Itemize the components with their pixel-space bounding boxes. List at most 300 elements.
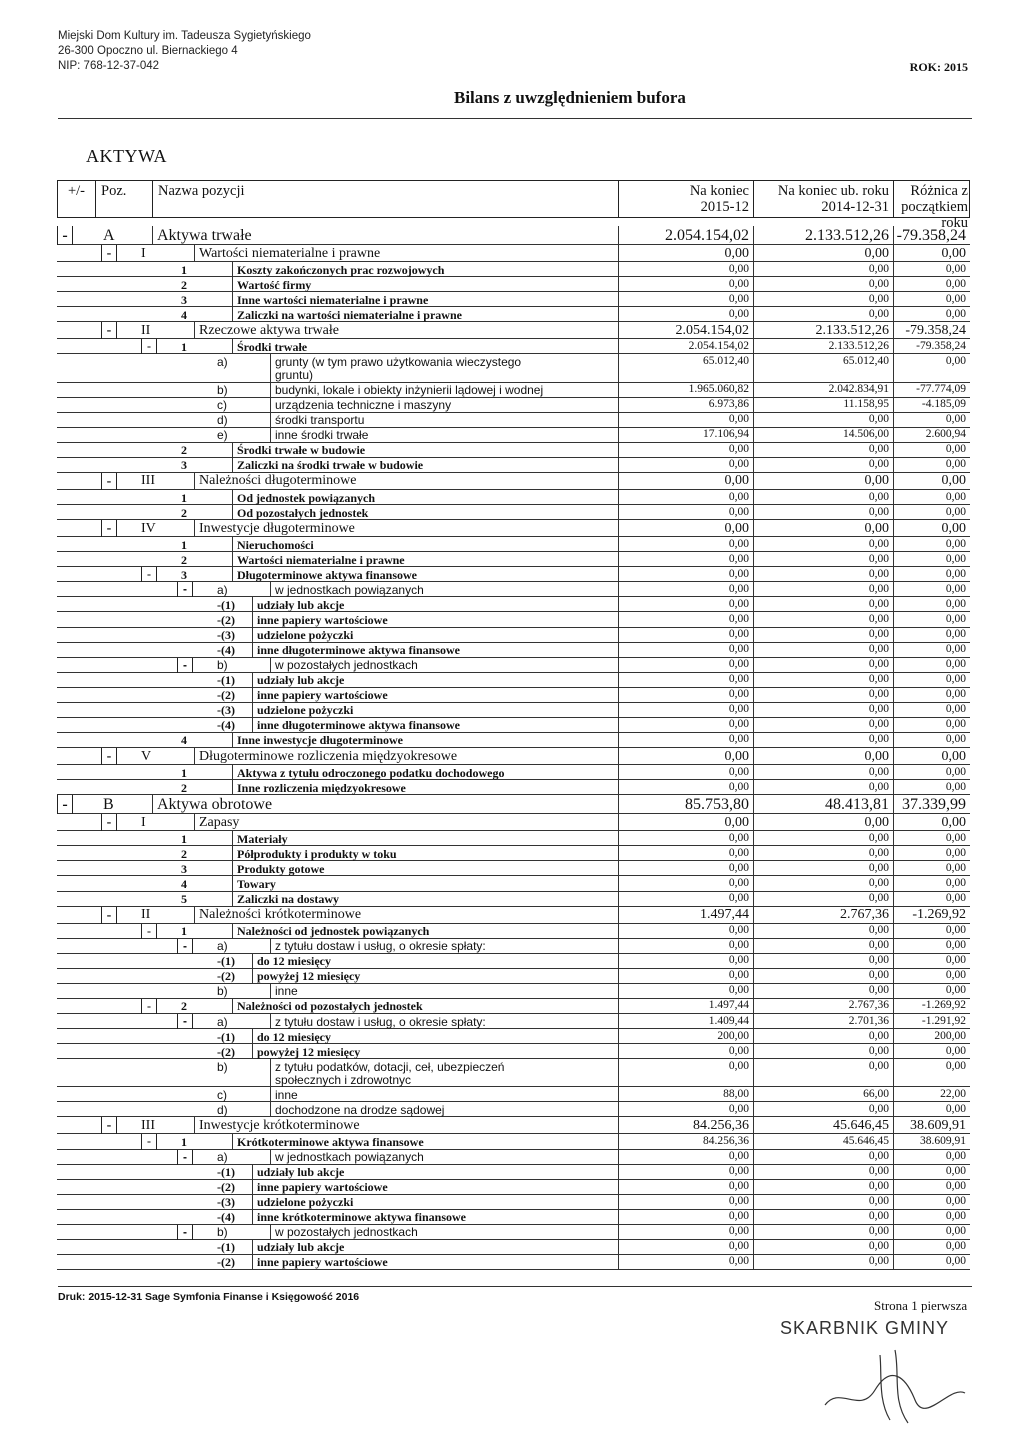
- cell-value: 0,00: [945, 733, 966, 746]
- row-name: inne: [275, 1087, 298, 1102]
- cell-divider: [194, 520, 195, 536]
- collapse-toggle[interactable]: -: [177, 1014, 193, 1029]
- cell-value: 0,00: [864, 814, 889, 830]
- row-name: Inwestycje długoterminowe: [199, 520, 355, 536]
- cell-value: 0,00: [868, 490, 889, 503]
- cell-value: 0,00: [945, 984, 966, 997]
- row-name: udzielone pożyczki: [257, 703, 354, 718]
- cell-value: 0,00: [728, 1210, 749, 1223]
- row-code: 2: [181, 846, 187, 861]
- cell-value: 0,00: [868, 537, 889, 550]
- table-row: [57, 307, 970, 322]
- cell-value: 0,00: [945, 643, 966, 656]
- row-code: b): [217, 658, 228, 673]
- page-number: Strona 1 pierwsza: [874, 1298, 968, 1313]
- cell-divider: [252, 1165, 253, 1179]
- cell-value: 0,00: [724, 520, 749, 536]
- collapse-toggle[interactable]: -: [177, 658, 193, 673]
- cell-value: 0,00: [728, 490, 749, 503]
- cell-value: 66,00: [863, 1087, 889, 1100]
- cell-value: 6.973,86: [708, 398, 749, 411]
- table-row: [57, 226, 970, 245]
- cell-value: 0,00: [728, 954, 749, 967]
- cell-value: -4.185,09: [921, 398, 966, 411]
- cell-value: 0,00: [728, 277, 749, 290]
- table-row: [57, 846, 970, 861]
- cell-value: 0,00: [868, 892, 889, 905]
- section-title: AKTYWA: [86, 146, 167, 166]
- cell-value: 0,00: [945, 597, 966, 610]
- cell-value: 0,00: [868, 1059, 889, 1072]
- row-code: III: [141, 1117, 155, 1133]
- table-row: [57, 443, 970, 458]
- cell-value: 0,00: [868, 984, 889, 997]
- cell-value: 0,00: [868, 733, 889, 746]
- collapse-toggle[interactable]: -: [57, 226, 73, 245]
- cell-value: 0,00: [945, 1150, 966, 1163]
- collapse-toggle[interactable]: -: [101, 245, 117, 262]
- cell-value: -79.358,24: [896, 226, 966, 244]
- table-row: [57, 907, 970, 924]
- cell-value: 0,00: [945, 831, 966, 844]
- cell-value: 0,00: [945, 612, 966, 625]
- table-row: [57, 567, 970, 582]
- table-row: [57, 861, 970, 876]
- cell-value: 45.646,45: [833, 1117, 889, 1133]
- row-code: -(4): [217, 1210, 235, 1225]
- cell-value: -1.269,92: [921, 999, 966, 1012]
- row-code: -(1): [217, 1240, 235, 1255]
- cell-divider: [270, 582, 271, 596]
- row-code: -(4): [217, 718, 235, 733]
- row-code: a): [217, 1014, 228, 1029]
- collapse-toggle[interactable]: -: [177, 1150, 193, 1165]
- cell-divider: [252, 1255, 253, 1269]
- table-row: [57, 628, 970, 643]
- col-diff-sub: początkiem roku: [901, 199, 968, 231]
- row-name: powyżej 12 miesięcy: [257, 969, 361, 984]
- cell-value: 0,00: [728, 1044, 749, 1057]
- cell-value: 0,00: [724, 748, 749, 764]
- row-code: II: [141, 322, 151, 338]
- cell-value: 1.965.060,82: [688, 383, 749, 396]
- cell-value: 0,00: [864, 520, 889, 536]
- cell-divider: [232, 443, 233, 457]
- cell-value: 0,00: [868, 567, 889, 580]
- row-name: Krótkoterminowe aktywa finansowe: [237, 1134, 424, 1149]
- row-name: Inwestycje krótkoterminowe: [199, 1117, 360, 1133]
- cell-value: 0,00: [868, 1180, 889, 1193]
- cell-divider: [232, 490, 233, 504]
- table-row: [57, 658, 970, 673]
- row-name: Zaliczki na wartości niematerialne i prawne: [237, 307, 462, 322]
- cell-value: 0,00: [728, 861, 749, 874]
- row-code: -(1): [217, 954, 235, 969]
- cell-value: 0,00: [868, 1225, 889, 1238]
- cell-divider: [270, 428, 271, 442]
- cell-value: 0,00: [868, 877, 889, 889]
- row-name: inne długoterminowe aktywa finansowe: [257, 718, 461, 733]
- cell-divider: [252, 612, 253, 626]
- row-code: -(2): [217, 1255, 235, 1270]
- cell-value: 0,00: [945, 355, 966, 367]
- cell-divider: [252, 673, 253, 687]
- row-code: -(1): [217, 673, 235, 688]
- cell-divider: [270, 939, 271, 953]
- cell-value: 0,00: [728, 612, 749, 625]
- collapse-toggle[interactable]: -: [141, 999, 157, 1014]
- collapse-toggle[interactable]: -: [101, 322, 117, 339]
- cell-value: 0,00: [941, 245, 966, 261]
- table-row: [57, 748, 970, 765]
- col-end-date: 2015-12: [700, 199, 749, 215]
- collapse-toggle[interactable]: -: [57, 795, 73, 814]
- table-row: [57, 892, 970, 907]
- cell-divider: [252, 643, 253, 657]
- cell-value: 0,00: [868, 1210, 889, 1223]
- row-name: dochodzone na drodze sądowej: [275, 1102, 445, 1117]
- cell-value: 38.609,91: [920, 1134, 966, 1147]
- row-code: 4: [181, 877, 187, 891]
- cell-value: 2.701,36: [848, 1014, 889, 1027]
- cell-value: 0,00: [945, 443, 966, 456]
- collapse-toggle[interactable]: -: [177, 939, 193, 954]
- cell-value: 0,00: [868, 765, 889, 778]
- cell-value: 2.600,94: [925, 428, 966, 441]
- cell-value: 0,00: [945, 505, 966, 518]
- table-row: [57, 473, 970, 490]
- cell-value: 0,00: [728, 643, 749, 656]
- cell-value: 0,00: [868, 673, 889, 686]
- cell-value: 0,00: [728, 673, 749, 686]
- cell-divider: [270, 1150, 271, 1164]
- collapse-toggle[interactable]: -: [141, 924, 157, 939]
- collapse-toggle[interactable]: -: [177, 582, 193, 597]
- row-code: -(2): [217, 969, 235, 984]
- table-row: [57, 262, 970, 277]
- collapse-toggle[interactable]: -: [101, 748, 117, 765]
- row-name: w pozostałych jednostkach: [275, 658, 418, 673]
- cell-value: 0,00: [868, 552, 889, 565]
- table-row: [57, 458, 970, 473]
- row-code: e): [217, 428, 228, 443]
- table-row: [57, 814, 970, 831]
- cell-divider: [252, 1029, 253, 1043]
- collapse-toggle[interactable]: -: [101, 520, 117, 537]
- row-code: 2: [181, 505, 187, 520]
- cell-value: -79.358,24: [916, 339, 966, 352]
- cell-value: 2.042.834,91: [828, 383, 889, 396]
- cell-value: 0,00: [724, 814, 749, 830]
- cell-value: 84.256,36: [693, 1117, 749, 1133]
- cell-value: 0,00: [941, 520, 966, 536]
- row-code: 3: [181, 292, 187, 307]
- cell-value: -1.269,92: [912, 907, 966, 923]
- collapse-toggle[interactable]: -: [141, 1134, 157, 1149]
- cell-value: 0,00: [728, 1225, 749, 1238]
- row-name: w pozostałych jednostkach: [275, 1225, 418, 1240]
- cell-value: 2.054.154,02: [688, 339, 749, 352]
- cell-value: 65.012,40: [843, 355, 889, 367]
- cell-value: 22,00: [940, 1087, 966, 1100]
- table-row: [57, 673, 970, 688]
- row-code: a): [217, 1150, 228, 1165]
- cell-value: 0,00: [868, 658, 889, 671]
- row-name: Środki trwałe: [237, 339, 308, 354]
- row-code: B: [103, 795, 114, 813]
- cell-divider: [252, 954, 253, 968]
- cell-value: 0,00: [868, 846, 889, 859]
- row-code: 4: [181, 307, 187, 322]
- cell-value: 0,00: [945, 1059, 966, 1072]
- collapse-toggle[interactable]: -: [141, 567, 157, 582]
- row-code: -(1): [217, 1165, 235, 1180]
- cell-divider: [270, 1225, 271, 1239]
- col-end-label: Na koniec: [689, 183, 749, 199]
- collapse-toggle[interactable]: -: [101, 907, 117, 924]
- cell-value: 0,00: [945, 1240, 966, 1253]
- row-name: inne papiery wartościowe: [257, 612, 388, 627]
- cell-value: 0,00: [728, 582, 749, 595]
- col-pos: Poz.: [96, 181, 153, 217]
- collapse-toggle[interactable]: -: [101, 1117, 117, 1134]
- signature-image: [820, 1345, 970, 1425]
- row-name: Aktywa obrotowe: [157, 795, 273, 813]
- cell-divider: [232, 1134, 233, 1148]
- table-row: [57, 1165, 970, 1180]
- collapse-toggle[interactable]: -: [141, 339, 157, 354]
- table-row: [57, 612, 970, 627]
- table-row: [57, 1044, 970, 1059]
- cell-value: 0,00: [868, 861, 889, 874]
- row-code: 2: [181, 552, 187, 567]
- row-name: Produkty gotowe: [237, 861, 325, 876]
- cell-divider: [232, 277, 233, 291]
- cell-value: 0,00: [868, 969, 889, 982]
- table-row: [57, 292, 970, 307]
- cell-value: 0,00: [945, 969, 966, 982]
- cell-divider: [232, 876, 233, 890]
- row-code: 4: [181, 733, 187, 748]
- table-row: [57, 954, 970, 969]
- cell-value: 0,00: [868, 780, 889, 793]
- table-row: [57, 999, 970, 1014]
- cell-value: 0,00: [945, 954, 966, 967]
- table-row: [57, 245, 970, 262]
- row-code: -(3): [217, 628, 235, 643]
- row-name: Wartość firmy: [237, 277, 312, 292]
- cell-value: 0,00: [945, 861, 966, 874]
- table-row: [57, 1225, 970, 1240]
- cell-value: 0,00: [945, 292, 966, 305]
- row-name: Należności długoterminowe: [199, 473, 357, 489]
- row-code: 1: [181, 765, 187, 780]
- cell-value: 0,00: [945, 277, 966, 290]
- cell-value: 0,00: [868, 703, 889, 716]
- cell-divider: [270, 413, 271, 427]
- cell-value: 0,00: [945, 537, 966, 550]
- cell-value: 2.133.512,26: [805, 226, 889, 244]
- row-code: 1: [181, 924, 187, 939]
- row-name: inne: [275, 984, 298, 999]
- cell-value: 0,00: [728, 877, 749, 889]
- row-name: Koszty zakończonych prac rozwojowych: [237, 262, 445, 277]
- cell-value: 0,00: [728, 1195, 749, 1208]
- col-prev-label: Na koniec ub. roku: [777, 183, 889, 199]
- row-code: -(1): [217, 1029, 235, 1044]
- table-row: [57, 339, 970, 354]
- row-name-continued: gruntu): [275, 368, 314, 383]
- row-name: środki transportu: [275, 413, 365, 428]
- cell-divider: [232, 831, 233, 845]
- cell-value: 0,00: [945, 582, 966, 595]
- cell-value: 2.767,36: [840, 907, 889, 923]
- cell-value: 0,00: [945, 1210, 966, 1223]
- cell-value: 0,00: [728, 505, 749, 518]
- cell-value: 0,00: [945, 703, 966, 716]
- table-row: [57, 1029, 970, 1044]
- row-name: Zaliczki na dostawy: [237, 892, 340, 907]
- cell-divider: [194, 245, 195, 261]
- cell-value: 0,00: [945, 1044, 966, 1057]
- cell-divider: [232, 765, 233, 779]
- cell-divider: [270, 398, 271, 412]
- cell-divider: [194, 907, 195, 923]
- cell-value: 0,00: [945, 765, 966, 778]
- cell-value: 2.054.154,02: [665, 226, 749, 244]
- row-code: 1: [181, 339, 187, 354]
- cell-value: 0,00: [868, 612, 889, 625]
- row-name: Inne rozliczenia międzyokresowe: [237, 780, 406, 795]
- cell-value: 0,00: [941, 748, 966, 764]
- cell-divider: [232, 552, 233, 566]
- cell-divider: [232, 846, 233, 860]
- row-code: -(3): [217, 1195, 235, 1210]
- cell-value: 0,00: [728, 892, 749, 905]
- row-name: z tytułu podatków, dotacji, ceł, ubezpieczeń: [275, 1059, 505, 1074]
- cell-value: 0,00: [728, 780, 749, 793]
- cell-value: 0,00: [945, 1180, 966, 1193]
- table-row: [57, 505, 970, 520]
- row-code: -(2): [217, 1044, 235, 1059]
- table-row: [57, 1210, 970, 1225]
- cell-value: 65.012,40: [703, 355, 749, 367]
- table-row: [57, 643, 970, 658]
- cell-divider: [252, 597, 253, 611]
- cell-value: 0,00: [945, 458, 966, 471]
- row-name: udziały lub akcje: [257, 1240, 345, 1255]
- col-diff-label: Różnica z: [910, 183, 968, 199]
- collapse-toggle[interactable]: -: [101, 473, 117, 490]
- row-name: z tytułu dostaw i usług, o okresie spłaty:: [275, 1014, 486, 1029]
- row-name: Aktywa trwałe: [157, 226, 252, 244]
- cell-value: 0,00: [728, 1102, 749, 1115]
- cell-divider: [232, 339, 233, 353]
- table-row: [57, 1117, 970, 1134]
- official-stamp: SKARBNIK GMINY: [780, 1318, 950, 1338]
- row-name: Inne inwestycje długoterminowe: [237, 733, 403, 748]
- row-name: Należności krótkoterminowe: [199, 907, 362, 923]
- cell-value: 0,00: [945, 1165, 966, 1178]
- cell-value: 0,00: [868, 443, 889, 456]
- cell-value: 0,00: [728, 969, 749, 982]
- cell-divider: [232, 458, 233, 472]
- cell-divider: [194, 322, 195, 338]
- cell-value: 48.413,81: [825, 795, 889, 813]
- row-name: Od pozostałych jednostek: [237, 505, 369, 520]
- cell-value: 0,00: [868, 954, 889, 967]
- cell-value: 0,00: [868, 1165, 889, 1178]
- cell-value: 0,00: [728, 1059, 749, 1072]
- row-name-continued: społecznych i zdrowotnyc: [275, 1072, 412, 1087]
- cell-value: 0,00: [868, 307, 889, 320]
- cell-divider: [194, 1117, 195, 1133]
- cell-value: 0,00: [868, 1150, 889, 1163]
- row-name: do 12 miesięcy: [257, 1029, 331, 1044]
- row-code: -(2): [217, 1180, 235, 1195]
- cell-divider: [270, 1014, 271, 1028]
- collapse-toggle[interactable]: -: [101, 814, 117, 831]
- table-row: [57, 383, 970, 398]
- cell-divider: [270, 984, 271, 998]
- org-nip: NIP: 768-12-37-042: [58, 60, 160, 72]
- cell-divider: [232, 567, 233, 581]
- row-name: w jednostkach powiązanych: [275, 1150, 424, 1165]
- cell-value: 0,00: [945, 307, 966, 320]
- cell-divider: [252, 703, 253, 717]
- row-code: A: [103, 226, 115, 244]
- row-code: b): [217, 1059, 228, 1074]
- org-name: Miejski Dom Kultury im. Tadeusza Sygietyńskiego: [58, 30, 311, 42]
- cell-divider: [252, 1195, 253, 1209]
- cell-value: 2.133.512,26: [815, 322, 889, 338]
- collapse-toggle[interactable]: -: [177, 1225, 193, 1240]
- row-name: inne krótkoterminowe aktywa finansowe: [257, 1210, 466, 1225]
- cell-divider: [252, 688, 253, 702]
- cell-value: 0,00: [728, 597, 749, 610]
- cell-value: 0,00: [868, 413, 889, 426]
- row-code: -(1): [217, 597, 235, 612]
- row-code: d): [217, 413, 228, 428]
- row-code: -(2): [217, 688, 235, 703]
- row-code: 3: [181, 861, 187, 876]
- cell-divider: [232, 537, 233, 551]
- cell-value: 0,00: [945, 673, 966, 686]
- cell-value: 2.054.154,02: [675, 322, 749, 338]
- table-row: [57, 490, 970, 505]
- row-name: inne papiery wartościowe: [257, 1255, 388, 1270]
- cell-value: 0,00: [868, 262, 889, 275]
- cell-value: 1.497,44: [708, 999, 749, 1012]
- cell-value: 0,00: [945, 780, 966, 793]
- cell-value: 0,00: [728, 628, 749, 641]
- row-name: Wartości niematerialne i prawne: [237, 552, 405, 567]
- cell-value: 0,00: [728, 733, 749, 746]
- cell-value: 84.256,36: [703, 1134, 749, 1147]
- cell-value: 0,00: [945, 688, 966, 701]
- cell-value: 0,00: [945, 413, 966, 426]
- row-name: Aktywa z tytułu odroczonego podatku dochodowego: [237, 765, 505, 780]
- cell-value: 0,00: [728, 688, 749, 701]
- col-sign: +/-: [58, 181, 96, 217]
- cell-value: 0,00: [728, 939, 749, 952]
- cell-value: 0,00: [868, 277, 889, 290]
- row-code: I: [141, 814, 146, 830]
- cell-divider: [232, 505, 233, 519]
- cell-value: 0,00: [728, 1255, 749, 1268]
- table-row: [57, 582, 970, 597]
- cell-value: 0,00: [868, 582, 889, 595]
